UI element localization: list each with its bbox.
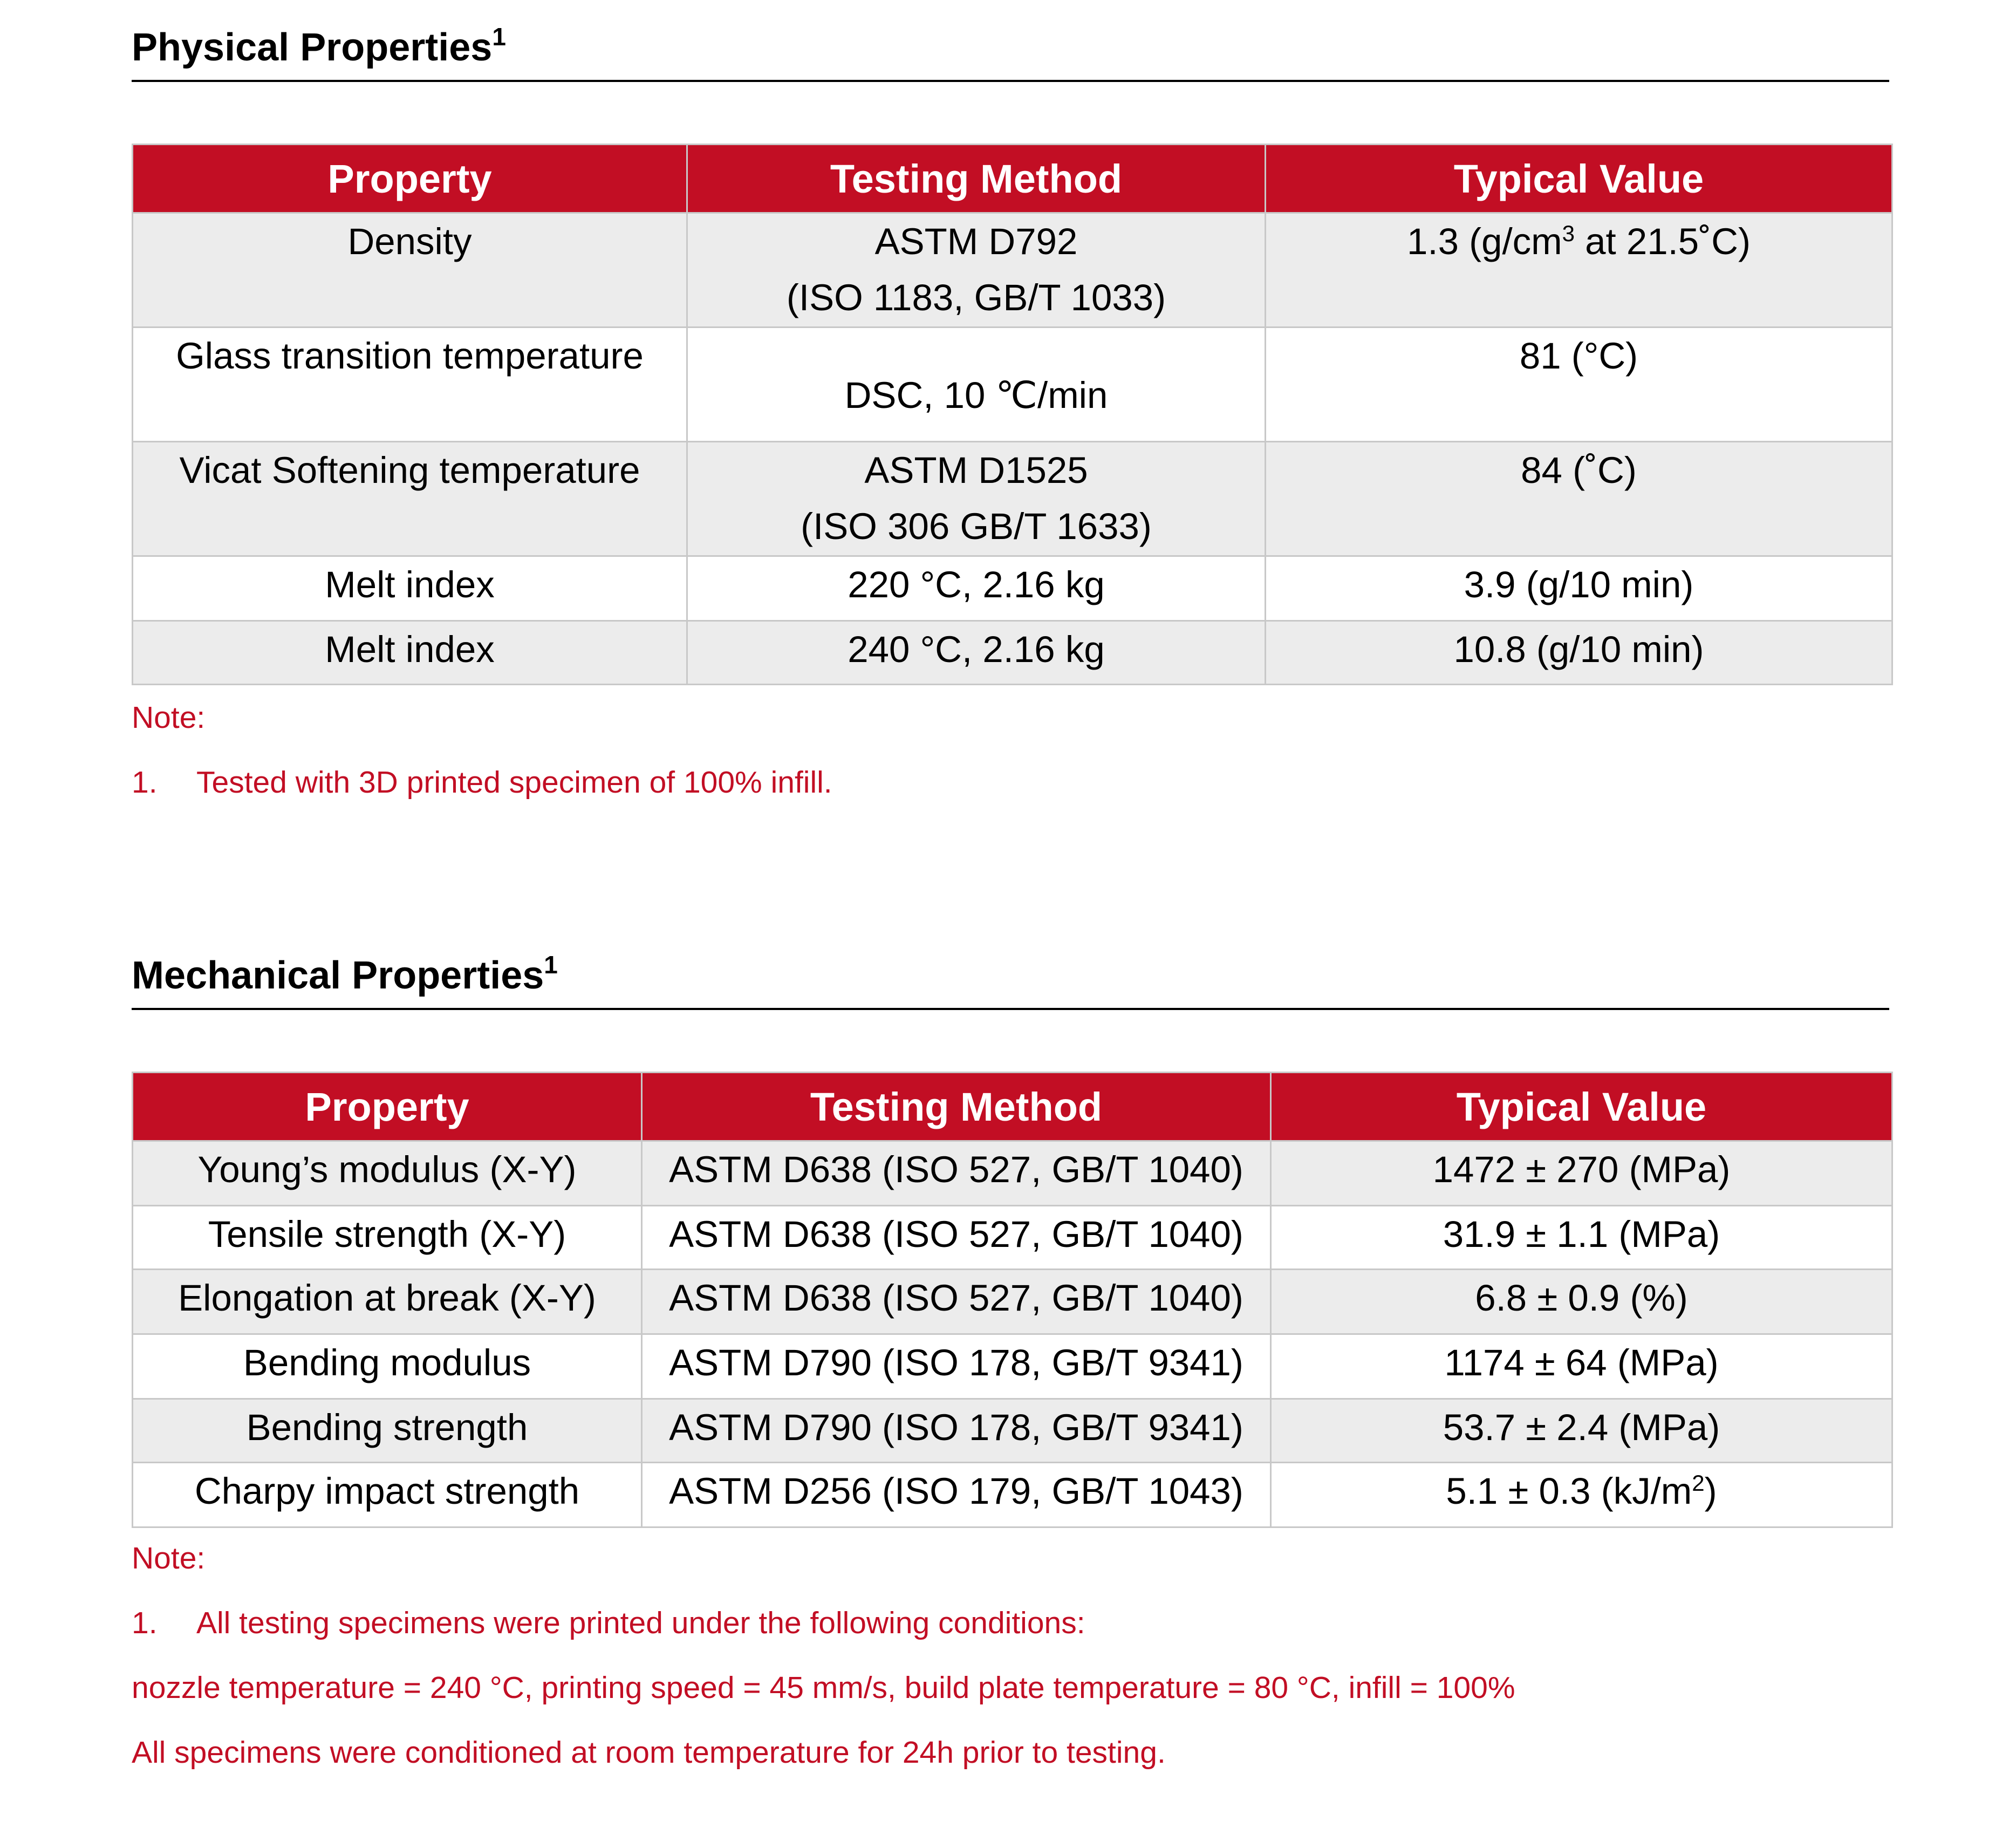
cell-method [687, 213, 1266, 328]
cell-value: 10.8 (g/10 min) [1266, 621, 1892, 685]
cell-method: ASTM D638 (ISO 527, GB/T 1040) [642, 1270, 1271, 1334]
method-line: ASTM D792 [874, 221, 1078, 262]
cell-property: Melt index [133, 621, 687, 685]
header-typical-value: Typical Value [1266, 145, 1892, 213]
mechanical-note-item: 1. All testing specimens were printed under the following conditions: [132, 1606, 1085, 1640]
method-line: ASTM D1525 [864, 449, 1088, 491]
mechanical-title-rule [132, 1008, 1889, 1010]
header-typical-value: Typical Value [1271, 1073, 1892, 1141]
physical-note-label: Note: [132, 700, 206, 735]
cell-property: Vicat Softening temperature [133, 442, 687, 556]
cell-value: 3.9 (g/10 min) [1266, 556, 1892, 621]
physical-title-rule [132, 80, 1889, 82]
cell-value: 81 (°C) [1266, 328, 1892, 442]
cell-property: Elongation at break (X-Y) [133, 1270, 642, 1334]
mechanical-note-label: Note: [132, 1541, 206, 1576]
table-row [133, 213, 1892, 328]
cell-method: 240 °C, 2.16 kg [687, 621, 1266, 685]
physical-properties-table [132, 144, 1893, 685]
cell-property: Charpy impact strength [133, 1463, 642, 1527]
cell-value: 1472 ± 270 (MPa) [1271, 1141, 1892, 1206]
physical-section-title: Physical Properties$^1$ [132, 23, 506, 69]
cell-value: 53.7 ± 2.4 (MPa) [1271, 1399, 1892, 1463]
header-testing-method: Testing Method [687, 145, 1266, 213]
cell-method [687, 442, 1266, 556]
table-row [133, 1463, 1892, 1527]
cell-value: 1.3 ($g/cm^3$ at 21.5˚C) [1266, 213, 1892, 328]
table-row [133, 442, 1892, 556]
cell-method: ASTM D790 (ISO 178, GB/T 9341) [642, 1399, 1271, 1463]
cell-value: 1174 ± 64 (MPa) [1271, 1334, 1892, 1399]
cell-method: ASTM D256 (ISO 179, GB/T 1043) [642, 1463, 1271, 1527]
header-testing-method: Testing Method [642, 1073, 1271, 1141]
table-header-row [133, 145, 1892, 213]
table-row [133, 328, 1892, 442]
cell-property: Density [133, 213, 687, 328]
cell-value: 6.8 ± 0.9 (%) [1271, 1270, 1892, 1334]
header-property: Property [133, 145, 687, 213]
cell-method: ASTM D638 (ISO 527, GB/T 1040) [642, 1206, 1271, 1270]
table-row [133, 621, 1892, 685]
mechanical-note-conditions: nozzle temperature = 240 °C, printing speed = 45 mm/s, build plate temperature = 80 °C, infill = 100% [132, 1670, 1515, 1705]
cell-method: 220 °C, 2.16 kg [687, 556, 1266, 621]
table-row [133, 1206, 1892, 1270]
mechanical-note-conditioning: All specimens were conditioned at room temperature for 24h prior to testing. [132, 1735, 1166, 1770]
mechanical-properties-table [132, 1072, 1893, 1528]
mechanical-section-title: Mechanical Properties$^1$ [132, 951, 558, 997]
cell-value: 5.1 ± 0.3 $(kJ/m^2)$ [1271, 1463, 1892, 1527]
cell-property: Bending modulus [133, 1334, 642, 1399]
table-row [133, 1334, 1892, 1399]
method-line: DSC, 10 ℃/min [844, 374, 1108, 416]
cell-value: 84 (˚C) [1266, 442, 1892, 556]
method-line: (ISO 306 GB/T 1633) [801, 506, 1152, 547]
cell-method: ASTM D638 (ISO 527, GB/T 1040) [642, 1141, 1271, 1206]
cell-property: Tensile strength (X-Y) [133, 1206, 642, 1270]
cell-property: Glass transition temperature [133, 328, 687, 442]
cell-method: ASTM D790 (ISO 178, GB/T 9341) [642, 1334, 1271, 1399]
cell-property: Melt index [133, 556, 687, 621]
table-row [133, 1399, 1892, 1463]
cell-property: Young’s modulus (X-Y) [133, 1141, 642, 1206]
cell-method [687, 328, 1266, 442]
table-row [133, 556, 1892, 621]
table-header-row [133, 1073, 1892, 1141]
table-row [133, 1270, 1892, 1334]
cell-property: Bending strength [133, 1399, 642, 1463]
header-property: Property [133, 1073, 642, 1141]
method-line: (ISO 1183, GB/T 1033) [786, 277, 1166, 318]
physical-note-item: 1. Tested with 3D printed specimen of 100% infill. [132, 765, 832, 800]
table-row [133, 1141, 1892, 1206]
cell-value: 31.9 ± 1.1 (MPa) [1271, 1206, 1892, 1270]
